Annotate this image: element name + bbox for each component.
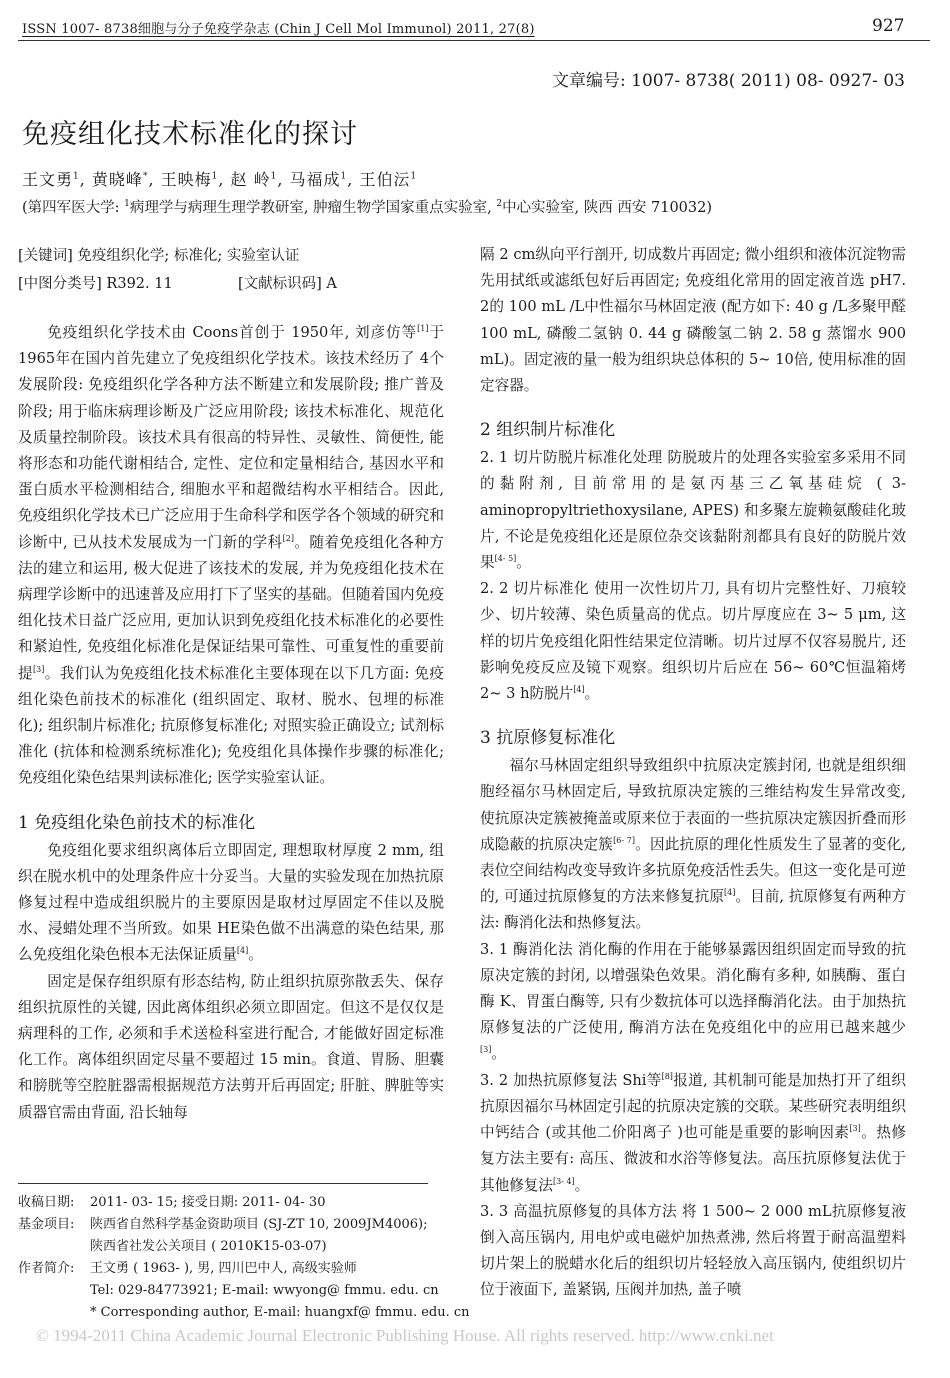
affiliation: [22, 196, 712, 217]
text: 3. 2 加热抗原修复法 Shi等: [480, 1071, 662, 1089]
author: 马福成: [289, 170, 341, 189]
text: 3. 1 酶消化法 消化酶的作用在于能够暴露因组织固定而导致的抗原决定簇的封闭, 以增强染色效果。消化酶有多种, 如胰酶、蛋白酶 K、胃蛋白酶等, 只有少数抗体可以选择酶消化法。由于加热抗原修复法的广泛使用, 酶消方法在免疫组化中的应用已越来越少: [480, 940, 906, 1037]
text: 免疫组化要求组织离体后立即固定, 理想取材厚度 2 mm, 组织在脱水机中的处理条件应十分妥当。大量的实验发现在加热抗原修复过程中造成组织脱片的主要原因是取材过厚固定不佳以及脱水、浸蜡处理不当所致。如果 HE染色做不出满意的染色结果, 那么免疫组化染色根本无法保证质量: [18, 841, 444, 964]
footnote-corresponding: * Corresponding author, E-mail: huangxf@ fmmu. edu. cn: [90, 1305, 470, 1320]
classification-code: [中图分类号] R392. 11: [18, 276, 173, 292]
affiliation-prefix: (第四军医大学:: [22, 200, 125, 216]
right-column: [480, 242, 906, 1304]
citation: [3]: [480, 1045, 492, 1055]
footnote-label: 作者简介:: [18, 1261, 75, 1276]
affiliation-sup: 1: [124, 199, 130, 210]
footnote-label: 收稿日期:: [18, 1195, 75, 1210]
footnote-value: 2011- 03- 15; 接受日期: 2011- 04- 30: [90, 1195, 326, 1210]
footnote-received: [18, 1192, 458, 1214]
text: 。热修复方法主要有: 高压、微波和水浴等修复法。高压抗原修复法优于其他修复法: [480, 1124, 906, 1194]
author-sup: 1: [73, 171, 80, 182]
text: 。随着免疫组化各种方法的建立和运用, 极大促进了该技术的发展, 并为免疫组化技术在病理学诊断中的迅速普及应用打下了坚实的基础。但随着国内免疫组化技术日益广泛应用, 更加认识到免疫组化技术标准化的必要性和紧迫性, 免疫组化标准化是保证结果可靠性、可重复性的重要前提: [18, 533, 444, 682]
left-column: [18, 320, 444, 1126]
spacer: [18, 792, 444, 808]
keywords: [关键词] 免疫组织化学; 标准化; 实验室认证: [18, 248, 300, 264]
spacer: [480, 707, 906, 723]
section-3-paragraph: [480, 753, 906, 936]
text: 。目前, 抗原修复有两种方法: 酶消化法和热修复法。: [480, 888, 907, 932]
section-1-paragraph: 固定是保存组织原有形态结构, 防止组织抗原弥散丢失、保存组织抗原性的关键, 因此离体组织必须立即固定。但这不是仅仅是病理科的工作, 必须和手术送检科室进行配合, 才能做好固定标准化工作。离体组织固定尽量不要超过 15 min。食道、胃肠、胆囊和膀胱等空腔脏器需根据规范方法剪开后再固定; 肝脏、脾脏等实质器官需由背面, 沿长轴每: [18, 972, 444, 1121]
citation: [3]: [33, 664, 45, 674]
affiliation-part: 病理学与病理生理学教研室, 肿瘤生物学国家重点实验室,: [129, 200, 497, 216]
author: 赵 岭: [230, 170, 271, 189]
citation: [4]: [724, 888, 736, 898]
text: 2. 2 切片标准化 使用一次性切片刀, 具有切片完整性好、刀痕较少、切片较薄、染色质量高的优点。切片厚度应在 3~ 5 μm, 这样的切片免疫组化阳性结果定位清晰。切片过厚不仅容易脱片, 还影响免疫反应及镜下观察。组织切片后应在 56~ 60℃恒温箱烤 2~ 3 h防脱片: [480, 580, 906, 703]
section-1-paragraph: [18, 838, 444, 969]
text: 。: [574, 1176, 590, 1194]
subsection-2-2: [480, 576, 906, 707]
section-1-heading: 1 免疫组化染色前技术的标准化: [18, 812, 256, 833]
article-title: 免疫组化技术标准化的探讨: [22, 119, 358, 150]
footnote-value: 陕西省自然科学基金资助项目 (SJ-ZT 10, 2009JM4006);: [90, 1217, 428, 1232]
citation: [8]: [661, 1071, 673, 1081]
intro-paragraph: [18, 320, 444, 792]
text: 福尔马林固定组织导致组织中抗原决定簇封闭, 也就是组织细胞经福尔马林固定后, 导致抗原决定簇的三维结构发生异常改变, 使抗原决定簇被掩盖或原来位于表面的一些抗原决定簇因折叠而形成隐蔽的抗原决定簇: [480, 757, 906, 853]
text: 于 1965年在国内首先建立了免疫组织化学技术。该技术经历了 4个发展阶段: 免疫组织化学各种方法不断建立和发展阶段; 推广普及阶段; 用于临床病理诊断及广泛应用阶段; 该技术标准化、规范化及质量控制阶段。该技术具有很高的特异性、灵敏性、简便性, 能将形态和功能代谢相结合, 定性、定位和定量相结合, 基因水平和蛋白质水平检测相结合, 细胞水平和超微结构水平相结合。因此, 免疫组织化学技术已广泛应用于生命科学和医学各个领域的研究和诊断中, 已从技术发展成为一门新的学科: [18, 324, 444, 551]
author: 王文勇: [22, 170, 74, 189]
subsection-3-1: [480, 937, 906, 1068]
text: 。: [516, 554, 531, 572]
text: 。因此抗原的理化性质发生了显著的变化, 表位空间结构改变导致许多抗原免疫活性丢失。但这一变化是可逆的, 可通过抗原修复的方法来修复抗原: [480, 835, 907, 906]
continued-paragraph: 隔 2 cm纵向平行剖开, 切成数片再固定; 微小组织和液体沉淀物需先用拭纸或滤纸包好后再固定; 免疫组化常用的固定液首选 pH7. 2的 100 mL /L中性福尔马林固定液 (配方如下: 40 g /L多聚甲醛 100 mL, 磷酸二氢钠 0. 44 g 磷酸氢二钠 2. 58 g 蒸馏水 900 mL)。固定液的量一般为组织块总体积的 5~ 10倍, 使用标准的固定容器。: [480, 246, 906, 395]
subsection-2-1: [480, 445, 906, 576]
text: 报道, 其机制可能是加热打开了组织抗原因福尔马林固定引起的抗原决定簇的交联。某些研究表明组织中钙结合 (或其他二价阳离子 )也可能是重要的影响因素: [480, 1071, 906, 1142]
citation: [4- 5]: [494, 554, 517, 564]
author-sup: *: [142, 171, 149, 182]
journal-header: ISSN 1007- 8738细胞与分子免疫学杂志 (Chin J Cell Mol Immunol) 2011, 27(8): [22, 22, 535, 37]
text: 免疫组织化学技术由 Coons首创于 1950年, 刘彦仿等: [47, 324, 418, 341]
citation: [1]: [417, 324, 429, 334]
article-id: 文章编号: 1007- 8738( 2011) 08- 0927- 03: [552, 71, 905, 91]
text: 。: [584, 685, 600, 703]
author: 王映梅: [160, 170, 212, 189]
citation: [2]: [282, 533, 294, 543]
footnote-contact: Tel: 029-84773921; E-mail: wwyong@ fmmu. edu. cn: [90, 1283, 439, 1298]
footnote-label: 基金项目:: [18, 1217, 75, 1232]
citation: [6- 7]: [613, 836, 635, 845]
page-number: 927: [872, 16, 905, 36]
author-sup: 1: [211, 171, 219, 182]
text: 。我们认为免疫组化技术标准化主要体现在以下几方面: 免疫组化染色前技术的标准化 (组织固定、取材、脱水、包埋的标准化); 组织制片标准化; 抗原修复标准化; 对照实验正确设立; 试剂标准化 (抗体和检测系统标准化); 免疫组化具体操作步骤的标准化; 免疫组化染色结果判读标准化; 医学实验室认证。: [18, 664, 444, 787]
footnote-author: [18, 1258, 458, 1280]
citation: [3- 4]: [552, 1176, 575, 1186]
spacer: [480, 399, 906, 415]
author-sup: 1: [410, 171, 418, 182]
author-sup: 1: [270, 171, 278, 182]
author-list: 王文勇$^1$, 黄晓峰*, 王映梅$^1$, 赵 岭$^1$, 马福成$^1$, 王伯沄$^1$: [22, 170, 418, 189]
subsection-3-3: 3. 3 高温抗原修复的具体方法 将 1 500~ 2 000 mL抗原修复液倒入高压锅内, 用电炉或电磁炉加热煮沸, 然后将置于耐高温塑料切片架上的脱蜡水化后的组织切片轻轻放入高压锅内, 使组织切片位于液面下, 盖紧锅, 压阀并加热, 盖子喷: [480, 1202, 906, 1299]
author: 王伯沄: [359, 170, 411, 189]
subsection-3-2: [480, 1068, 906, 1199]
footnote-fund: [18, 1214, 458, 1236]
section-3-heading: 3 抗原修复标准化: [480, 728, 616, 749]
footnote-fund-cont: 陕西省社发公关项目 ( 2010K15-03-07): [90, 1239, 327, 1254]
text: 。: [248, 946, 263, 964]
copyright-watermark: © 1994-2011 China Academic Journal Electronic Publishing House. All rights reserved. http://www.cnki.net: [36, 1326, 774, 1345]
footnote-value: 王文勇 ( 1963- ), 男, 四川巴中人, 高级实验师: [90, 1261, 357, 1276]
footnote-divider: [18, 1183, 428, 1184]
section-2-heading: 2 组织制片标准化: [480, 420, 616, 441]
document-code: [文献标识码] A: [238, 276, 337, 292]
text: 2. 1 切片防脱片标准化处理 防脱玻片的处理各实验室多采用不同的黏附剂, 目前常用的是氨丙基三乙氧基硅烷 ( 3-aminopropyltriethoxysilane, APES) 和多聚左旋赖氨酸硅化玻片, 不论是免疫组化还是原位杂交该黏附剂都具有良好的防脱片效果: [480, 449, 906, 572]
author-sup: 1: [340, 171, 348, 182]
citation: [4]: [573, 685, 585, 695]
citation: [4]: [236, 946, 249, 956]
author: 黄晓峰: [91, 170, 143, 189]
affiliation-part: 中心实验室, 陕西 西安 710032): [502, 200, 713, 216]
affiliation-sup: 2: [496, 199, 503, 210]
footnotes: [18, 1192, 470, 1324]
header-divider: [18, 40, 930, 41]
citation: [3]: [849, 1124, 861, 1134]
text: 。: [491, 1045, 506, 1063]
